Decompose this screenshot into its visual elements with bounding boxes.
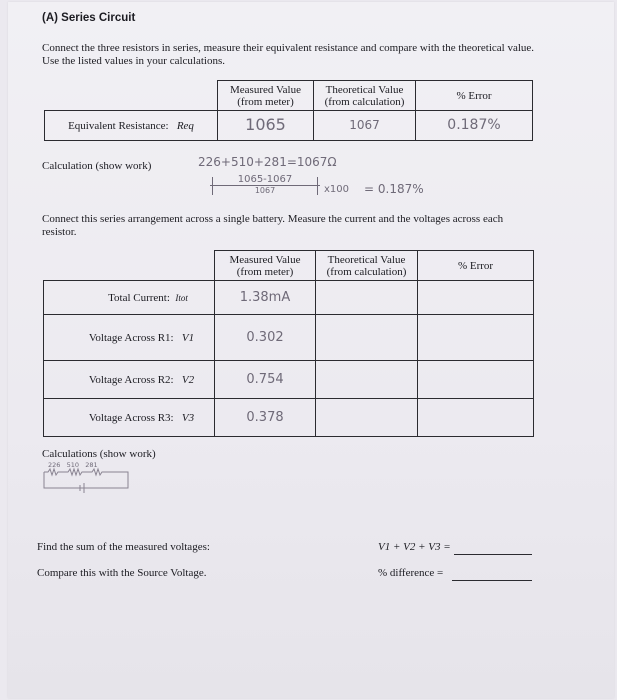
- equivalent-resistance-table: [44, 80, 533, 141]
- sum-instruction: Find the sum of the measured voltages:: [37, 541, 210, 553]
- table-row: [44, 361, 534, 399]
- compare-instruction: Compare this with the Source Voltage.: [37, 567, 207, 579]
- row-total-current-label: Total Current: Itot: [44, 281, 215, 315]
- header-blank: [44, 251, 215, 281]
- cell-theoretical-v3[interactable]: [316, 399, 418, 437]
- cell-measured-resistance[interactable]: 1065: [218, 111, 314, 141]
- fraction-denominator: 1067: [254, 186, 276, 195]
- calculation-line-1: 226+510+281=1067Ω: [198, 155, 337, 169]
- header-theoretical: Theoretical Value (from calculation): [314, 81, 416, 111]
- sum-formula: V1 + V2 + V3 =: [378, 541, 451, 553]
- cell-error-v2[interactable]: [418, 361, 534, 399]
- table-row: [44, 315, 534, 361]
- cell-theoretical-v2[interactable]: [316, 361, 418, 399]
- row-voltage-r3-label: Voltage Across R3: V3: [44, 399, 215, 437]
- header-blank: [45, 81, 218, 111]
- cell-error-resistance[interactable]: 0.187%: [416, 111, 533, 141]
- row-voltage-r1-label: Voltage Across R1: V1: [44, 315, 215, 361]
- calculation-fraction: [210, 174, 320, 195]
- row-equivalent-resistance-label: Equivalent Resistance: Req: [45, 111, 218, 141]
- difference-answer-line[interactable]: [452, 580, 532, 581]
- cell-error-current[interactable]: [418, 281, 534, 315]
- cell-measured-v2[interactable]: 0.754: [215, 361, 316, 399]
- fraction-numerator: 1065-1067: [210, 174, 320, 186]
- header-error: % Error: [416, 81, 533, 111]
- header-measured: Measured Value (from meter): [218, 81, 314, 111]
- cell-theoretical-resistance[interactable]: 1067: [314, 111, 416, 141]
- calculations-label: Calculations (show work): [42, 448, 156, 460]
- sketch-values: 226 510 281: [48, 461, 98, 469]
- calculation-multiplier: x100: [324, 184, 350, 195]
- v1-symbol: V1: [181, 331, 195, 344]
- cell-theoretical-current[interactable]: [316, 281, 418, 315]
- header-error: % Error: [418, 251, 534, 281]
- cell-error-v3[interactable]: [418, 399, 534, 437]
- cell-measured-v3[interactable]: 0.378: [215, 399, 316, 437]
- intro-instruction-3b: resistor.: [42, 226, 77, 238]
- itot-symbol: Itot: [175, 292, 188, 303]
- cell-error-v1[interactable]: [418, 315, 534, 361]
- row-voltage-r2-label: Voltage Across R2: V2: [44, 361, 215, 399]
- fraction-bracket-left: [212, 177, 214, 195]
- cell-measured-current[interactable]: 1.38mA: [215, 281, 316, 315]
- v2-symbol: V2: [181, 373, 195, 386]
- intro-instruction-3: Connect this series arrangement across a single battery. Measure the current and the voltages across each: [42, 213, 504, 225]
- calculation-result: = 0.187%: [364, 182, 424, 196]
- header-theoretical: Theoretical Value (from calculation): [316, 251, 418, 281]
- req-symbol: Req: [176, 119, 194, 132]
- sum-answer-line[interactable]: [454, 554, 532, 555]
- circuit-sketch-icon: [40, 466, 140, 496]
- calculation-label: Calculation (show work): [42, 160, 152, 172]
- current-voltage-table: [43, 250, 534, 437]
- difference-label: % difference =: [378, 567, 444, 579]
- table-row: [44, 399, 534, 437]
- intro-instruction-1: Connect the three resistors in series, measure their equivalent resistance and compare with the theoretical value.: [42, 42, 535, 54]
- cell-theoretical-v1[interactable]: [316, 315, 418, 361]
- fraction-bracket-right: [317, 177, 319, 195]
- section-title: (A) Series Circuit: [42, 12, 136, 24]
- header-measured: Measured Value (from meter): [215, 251, 316, 281]
- intro-instruction-2: Use the listed values in your calculations.: [42, 55, 225, 67]
- table-row: [44, 281, 534, 315]
- v3-symbol: V3: [181, 411, 195, 424]
- cell-measured-v1[interactable]: 0.302: [215, 315, 316, 361]
